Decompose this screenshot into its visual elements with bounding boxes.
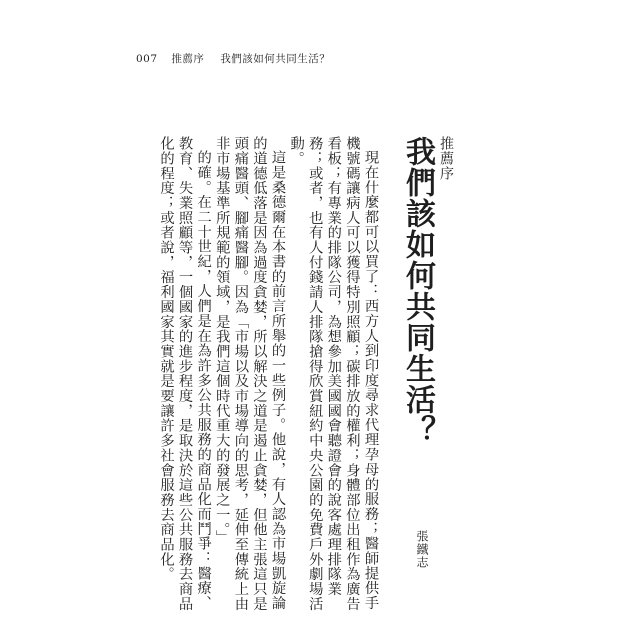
essay-body [138, 136, 380, 616]
running-header [136, 51, 330, 66]
body-paragraph-1: 現在什麼都可以買了：西方人到印度尋求代理孕母的服務；醫師提供手機號碼讓病人可以獲得特別照顧；碳排放的權利；身體部位出租作為廣告看板；有專業的排隊公司，為想參加美國國會聽證會的說客處理排隊業務；或者，也有人付錢請人排隊搶得欣賞紐約中央公園的免費戶外劇場活動。 [288, 136, 379, 612]
essay-author: 張鐵志 [415, 530, 429, 569]
header-chapter-title: 我們該如何共同生活？ [220, 53, 331, 65]
page-number: 007 [136, 53, 158, 65]
essay-kicker: 推薦序 [438, 136, 454, 181]
essay-title: 我們該如何共同生活？ [400, 136, 435, 446]
header-section-label: 推薦序 [171, 53, 205, 65]
body-paragraph-3: 的確。在二十世紀，人們是在為許多公共服務的商品化而鬥爭：醫療、教育、失業照顧等，一個國家的進步程度，是取決於這些公共服務去商品化的程度；或者說，福利國家其實就是要讓許多社會服務去商品化。 [158, 136, 212, 612]
body-paragraph-2: 這是桑德爾在本書的前言所舉的一些例子。他說，有人認為市場凱旋論的道德低落是因為過度貪婪，所以解決之道是遏止貪婪，但他主張這只是頭痛醫頭、腳痛醫腳。因為「市場以及市場導向的思考，延伸至傳統上由非市場基準所規範的領域，是我們這個時代重大的發展之一。」 [214, 136, 287, 612]
